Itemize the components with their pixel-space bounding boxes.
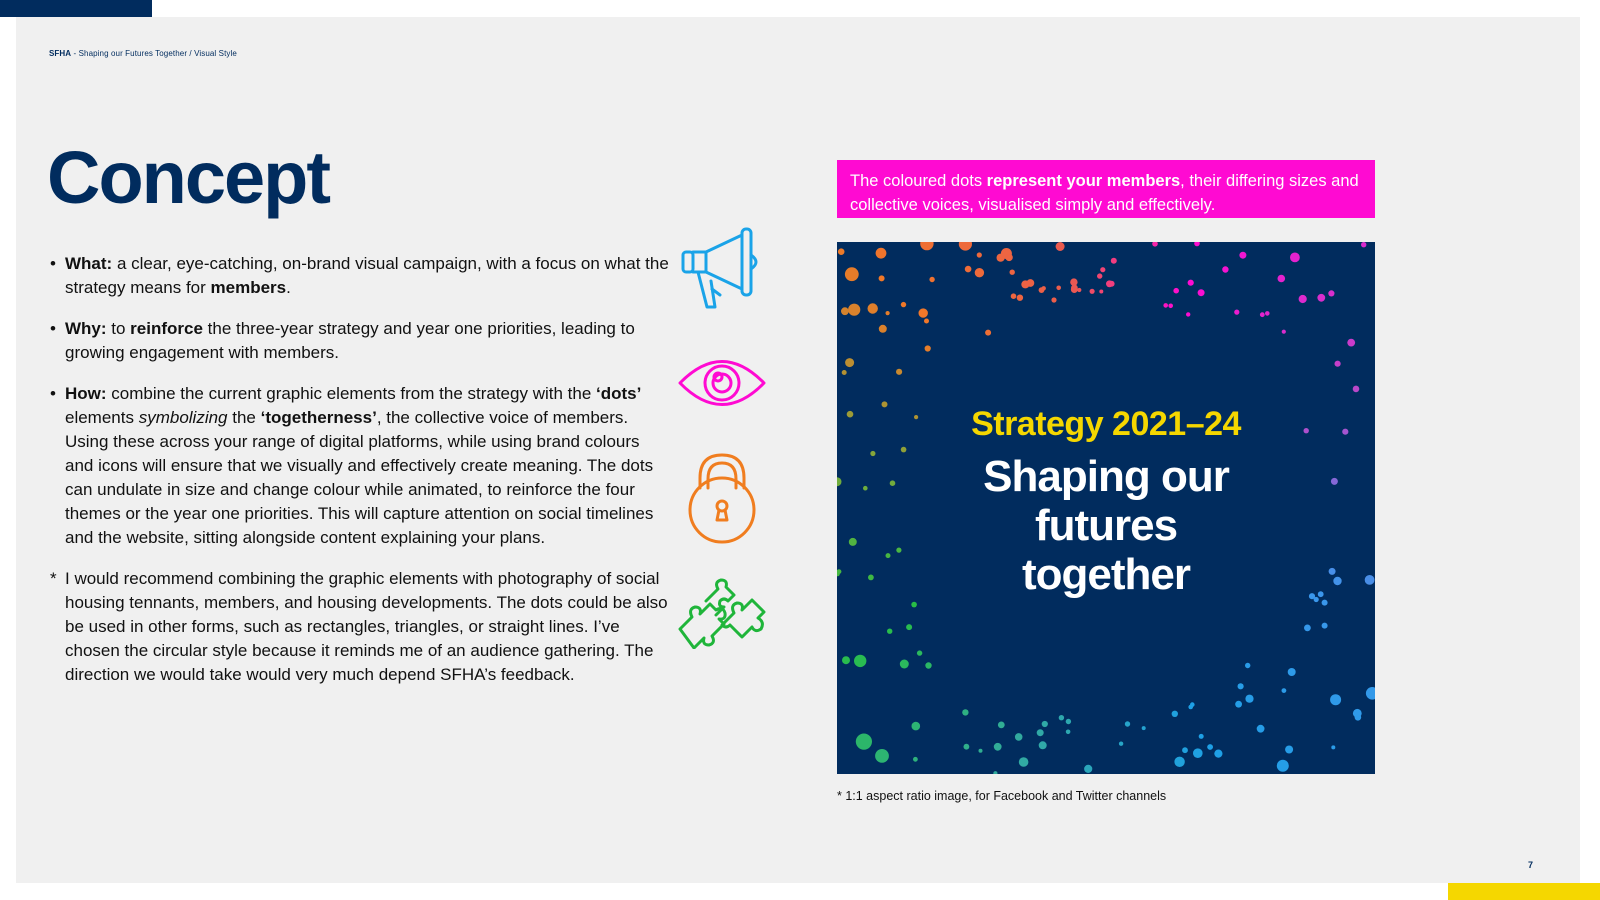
bottom-accent-bar xyxy=(1448,883,1600,900)
dot xyxy=(1174,757,1184,767)
poster-text xyxy=(837,404,1375,599)
dot xyxy=(879,325,887,333)
dot xyxy=(1277,760,1289,772)
dot xyxy=(848,304,860,316)
dot xyxy=(964,744,970,750)
dot xyxy=(912,722,921,731)
dot xyxy=(1282,330,1286,334)
dot xyxy=(876,248,887,259)
dot xyxy=(1322,600,1328,606)
dot xyxy=(1355,714,1362,721)
dot xyxy=(1238,683,1244,689)
dot xyxy=(1182,747,1188,753)
dot xyxy=(979,749,983,753)
dot xyxy=(1039,287,1045,293)
dot xyxy=(1017,295,1023,301)
dot xyxy=(1290,253,1300,263)
dot xyxy=(1015,733,1023,741)
dot xyxy=(1019,757,1029,767)
dot xyxy=(1366,687,1375,700)
poster-headline: Shaping our futures together xyxy=(983,452,1229,599)
megaphone-icon xyxy=(676,225,768,317)
dot xyxy=(1245,663,1250,668)
dot xyxy=(998,722,1005,729)
dot xyxy=(1361,242,1366,247)
dot xyxy=(1335,361,1341,367)
dot xyxy=(962,709,968,715)
dot xyxy=(1257,725,1265,733)
dot xyxy=(845,358,854,367)
dot xyxy=(975,268,984,277)
dot xyxy=(879,275,885,281)
bullet-text: the xyxy=(227,408,261,427)
dot xyxy=(901,302,906,307)
dot xyxy=(841,307,849,315)
dot xyxy=(906,624,912,630)
callout-text: The coloured dots xyxy=(850,172,987,190)
dot xyxy=(1235,701,1242,708)
bullet-text: combine the current graphic elements from the strategy with the xyxy=(106,384,597,403)
dot xyxy=(1011,293,1017,299)
puzzle-icon xyxy=(676,577,768,649)
dot xyxy=(1186,312,1190,316)
dot xyxy=(929,277,934,282)
eye-icon xyxy=(676,352,768,414)
dot xyxy=(1282,688,1287,693)
dot xyxy=(900,660,909,669)
dot xyxy=(875,749,889,763)
dot xyxy=(1071,285,1078,292)
dot xyxy=(917,650,922,655)
bullet-emphasis: members xyxy=(210,278,287,297)
dot xyxy=(1331,745,1335,749)
dot xyxy=(1214,750,1222,758)
dot xyxy=(911,602,917,608)
dot xyxy=(965,266,972,273)
dot xyxy=(1322,623,1328,629)
bullet-italic: symbolizing xyxy=(138,408,228,427)
bullet-text: the three-year strategy and year one priorities, leading to growing engagement with members. xyxy=(65,319,635,362)
bullet-text: elements xyxy=(65,408,139,427)
dot xyxy=(1245,695,1253,703)
dot xyxy=(1010,270,1015,275)
callout-emphasis: represent your members xyxy=(986,172,1181,190)
dot xyxy=(887,629,892,634)
poster-kicker: Strategy 2021–24 xyxy=(971,405,1241,443)
breadcrumb-path: - Shaping our Futures Together / Visual Style xyxy=(71,49,237,58)
dot xyxy=(994,743,1002,751)
dot xyxy=(925,345,931,351)
dot xyxy=(913,757,918,762)
bullet-why xyxy=(50,317,670,365)
dot xyxy=(1066,719,1071,724)
dot xyxy=(1163,303,1168,308)
breadcrumb xyxy=(49,49,237,58)
dot xyxy=(1173,288,1179,294)
bullet-how xyxy=(50,382,670,550)
dot xyxy=(924,319,929,324)
callout-box xyxy=(837,160,1375,218)
dot xyxy=(1005,254,1012,261)
dot xyxy=(1317,294,1325,302)
dot xyxy=(896,369,902,375)
dot xyxy=(1097,273,1102,278)
dot xyxy=(1222,266,1228,272)
bullet-marker: • xyxy=(50,384,56,403)
dot xyxy=(920,242,933,250)
dot xyxy=(1234,310,1239,315)
dot xyxy=(1278,275,1286,283)
dot xyxy=(868,303,878,313)
bullet-emphasis: ‘dots’ xyxy=(596,384,642,403)
page-title: Concept xyxy=(47,136,329,219)
bullet-marker: * xyxy=(50,569,57,588)
bullet-label: Why: xyxy=(65,319,107,338)
bullet-label: What: xyxy=(65,254,113,273)
dot xyxy=(977,252,982,257)
dot xyxy=(1239,252,1246,259)
dot xyxy=(919,308,928,317)
bullet-note xyxy=(50,567,670,687)
bullet-text: to xyxy=(106,319,131,338)
dot xyxy=(1347,339,1355,347)
top-accent-bar xyxy=(0,0,152,17)
dot xyxy=(838,248,845,255)
dot xyxy=(1111,258,1117,264)
page-number: 7 xyxy=(1528,860,1534,870)
dot xyxy=(925,662,931,668)
dot xyxy=(1059,715,1064,720)
dot xyxy=(1168,304,1173,309)
bullet-text: a clear, eye-catching, on-brand visual campaign, with a focus on what the strategy means for xyxy=(65,254,669,297)
dot xyxy=(1077,288,1081,292)
dot xyxy=(1051,297,1056,302)
dot xyxy=(1265,311,1270,316)
dot xyxy=(1099,290,1103,294)
bullet-text: . xyxy=(286,278,291,297)
dot xyxy=(1260,312,1265,317)
dot xyxy=(1288,668,1296,676)
dot xyxy=(1330,694,1341,705)
dot xyxy=(1119,742,1123,746)
dot xyxy=(993,771,997,774)
bullet-text: , the collective voice of members. Using these across your range of digital platforms, while using brand colours and icons will ensure that we visually and effectively create meaning. The dots can undulate in size and change colour while animated, to reinforce the four themes or the year one priorities. This will capture attention on social timelines and the website, sitting alongside content explaining your plans. xyxy=(65,408,654,547)
dot xyxy=(1193,748,1203,758)
dot xyxy=(1328,290,1334,296)
slide xyxy=(16,17,1580,883)
dot xyxy=(1125,721,1130,726)
bullet-text: I would recommend combining the graphic elements with photography of social housing tennants, members, and housing developments. The dots could be also be used in other forms, such as rectangles, triangles, or straight lines. I’ve chosen the circular style because it reminds me of an audience gathering. The direction we would take would very much depend SFHA’s feedback. xyxy=(65,569,668,684)
padlock-icon xyxy=(686,452,758,544)
dot xyxy=(1090,289,1095,294)
dot xyxy=(1285,746,1293,754)
breadcrumb-org: SFHA xyxy=(49,49,72,58)
dot xyxy=(1188,705,1193,710)
social-post-preview xyxy=(837,242,1375,774)
dot xyxy=(856,734,872,750)
dot xyxy=(1207,744,1213,750)
dot xyxy=(1299,295,1307,303)
dot xyxy=(1056,242,1065,251)
dot xyxy=(985,330,991,336)
dot xyxy=(959,242,972,251)
bullet-marker: • xyxy=(50,319,56,338)
bullet-what xyxy=(50,252,670,300)
footnote: * 1:1 aspect ratio image, for Facebook and Twitter channels xyxy=(837,789,1167,803)
dot xyxy=(1188,280,1194,286)
dot xyxy=(1199,734,1204,739)
dot xyxy=(886,311,890,315)
dot xyxy=(1152,242,1158,247)
dot xyxy=(1042,721,1048,727)
dot xyxy=(1024,283,1029,288)
dot xyxy=(1109,281,1115,287)
dot xyxy=(854,655,866,667)
dot xyxy=(1039,741,1047,749)
bullet-emphasis: reinforce xyxy=(130,319,203,338)
dot xyxy=(1198,289,1205,296)
dot xyxy=(842,370,847,375)
dot xyxy=(845,267,859,281)
dot xyxy=(1100,267,1105,272)
bullet-label: How: xyxy=(65,384,107,403)
dot xyxy=(1194,242,1200,246)
bullet-list xyxy=(50,252,670,704)
dot xyxy=(1037,729,1044,736)
dot xyxy=(1066,730,1071,735)
bullet-marker: • xyxy=(50,254,56,273)
dot xyxy=(1353,386,1360,393)
bullet-emphasis: ‘togetherness’ xyxy=(260,408,377,427)
dot xyxy=(1084,765,1092,773)
dot xyxy=(1304,625,1311,632)
dot xyxy=(1172,711,1178,717)
dot xyxy=(842,656,850,664)
dot xyxy=(1142,726,1146,730)
dot xyxy=(1056,286,1061,291)
callout-text: , their differing sizes and collective voices, visualised simply and effectively. xyxy=(850,172,1359,214)
